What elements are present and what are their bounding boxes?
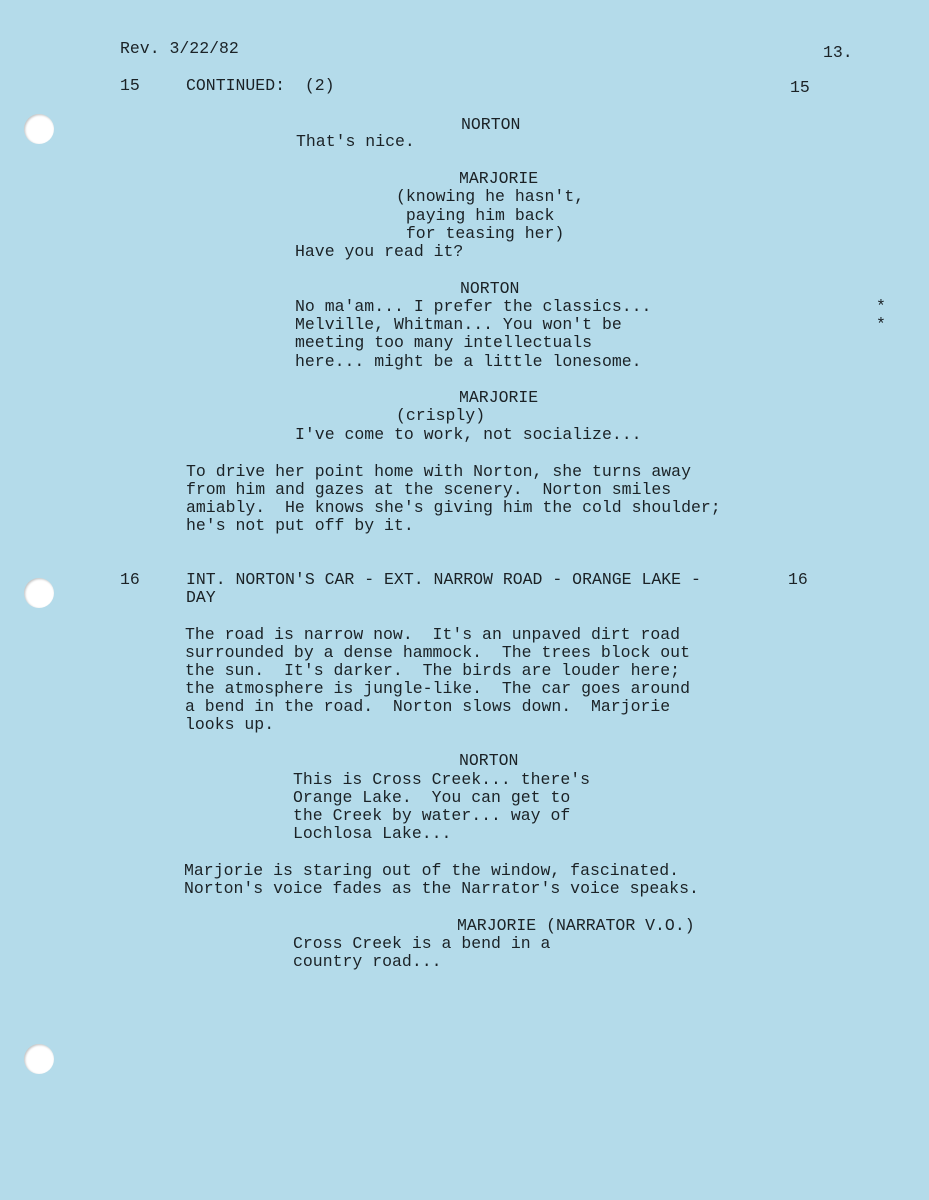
action-line: from him and gazes at the scenery. Norton smiles — [186, 480, 672, 499]
dialogue-line: Orange Lake. You can get to — [293, 788, 571, 807]
character-name: NORTON — [460, 279, 520, 298]
action-line: a bend in the road. Norton slows down. Marjorie — [185, 697, 671, 716]
scene-heading: DAY — [186, 588, 216, 607]
revision-date: Rev. 3/22/82 — [120, 39, 239, 58]
dialogue-line: Cross Creek is a bend in a — [293, 934, 551, 953]
page-number: 13. — [823, 43, 853, 62]
dialogue-line: Have you read it? — [295, 242, 464, 261]
binder-hole-top — [24, 114, 54, 144]
dialogue-line: This is Cross Creek... there's — [293, 770, 591, 789]
dialogue-line: No ma'am... I prefer the classics... — [295, 297, 652, 316]
action-line: Norton's voice fades as the Narrator's voice speaks. — [184, 879, 699, 898]
scene-number-left: 16 — [120, 570, 140, 589]
action-line: The road is narrow now. It's an unpaved dirt road — [185, 625, 681, 644]
dialogue-line: country road... — [293, 952, 442, 971]
revision-mark: * — [876, 297, 886, 316]
character-name: NORTON — [459, 751, 519, 770]
dialogue-line: here... might be a little lonesome. — [295, 352, 642, 371]
character-name: NORTON — [461, 115, 521, 134]
action-line: amiably. He knows she's giving him the cold shoulder; — [186, 498, 721, 517]
action-line: he's not put off by it. — [186, 516, 414, 535]
dialogue-line: I've come to work, not socialize... — [295, 425, 642, 444]
action-line: Marjorie is staring out of the window, fascinated. — [184, 861, 680, 880]
character-name: MARJORIE — [459, 169, 539, 188]
binder-hole-bottom — [24, 1044, 54, 1074]
parenthetical-line: (crisply) — [396, 406, 486, 425]
scene-heading: CONTINUED: (2) — [186, 76, 335, 95]
dialogue-line: That's nice. — [296, 132, 415, 151]
dialogue-line: Melville, Whitman... You won't be — [295, 315, 622, 334]
character-name: MARJORIE — [459, 388, 539, 407]
scene-number-right: 15 — [790, 78, 810, 97]
action-line: the sun. It's darker. The birds are louder here; — [185, 661, 681, 680]
dialogue-line: Lochlosa Lake... — [293, 824, 452, 843]
dialogue-line: meeting too many intellectuals — [295, 333, 593, 352]
revision-mark: * — [876, 315, 886, 334]
action-line: the atmosphere is jungle-like. The car goes around — [185, 679, 690, 698]
scene-number-right: 16 — [788, 570, 808, 589]
scene-heading: INT. NORTON'S CAR - EXT. NARROW ROAD - ORANGE LAKE - — [186, 570, 701, 589]
parenthetical-line: paying him back — [396, 206, 555, 225]
action-line: surrounded by a dense hammock. The trees block out — [185, 643, 690, 662]
scene-number-left: 15 — [120, 76, 140, 95]
dialogue-line: the Creek by water... way of — [293, 806, 571, 825]
character-name: MARJORIE (NARRATOR V.O.) — [457, 916, 695, 935]
parenthetical-line: (knowing he hasn't, — [396, 187, 585, 206]
parenthetical-line: for teasing her) — [396, 224, 565, 243]
binder-hole-middle — [24, 578, 54, 608]
action-line: looks up. — [185, 715, 275, 734]
action-line: To drive her point home with Norton, she turns away — [186, 462, 691, 481]
